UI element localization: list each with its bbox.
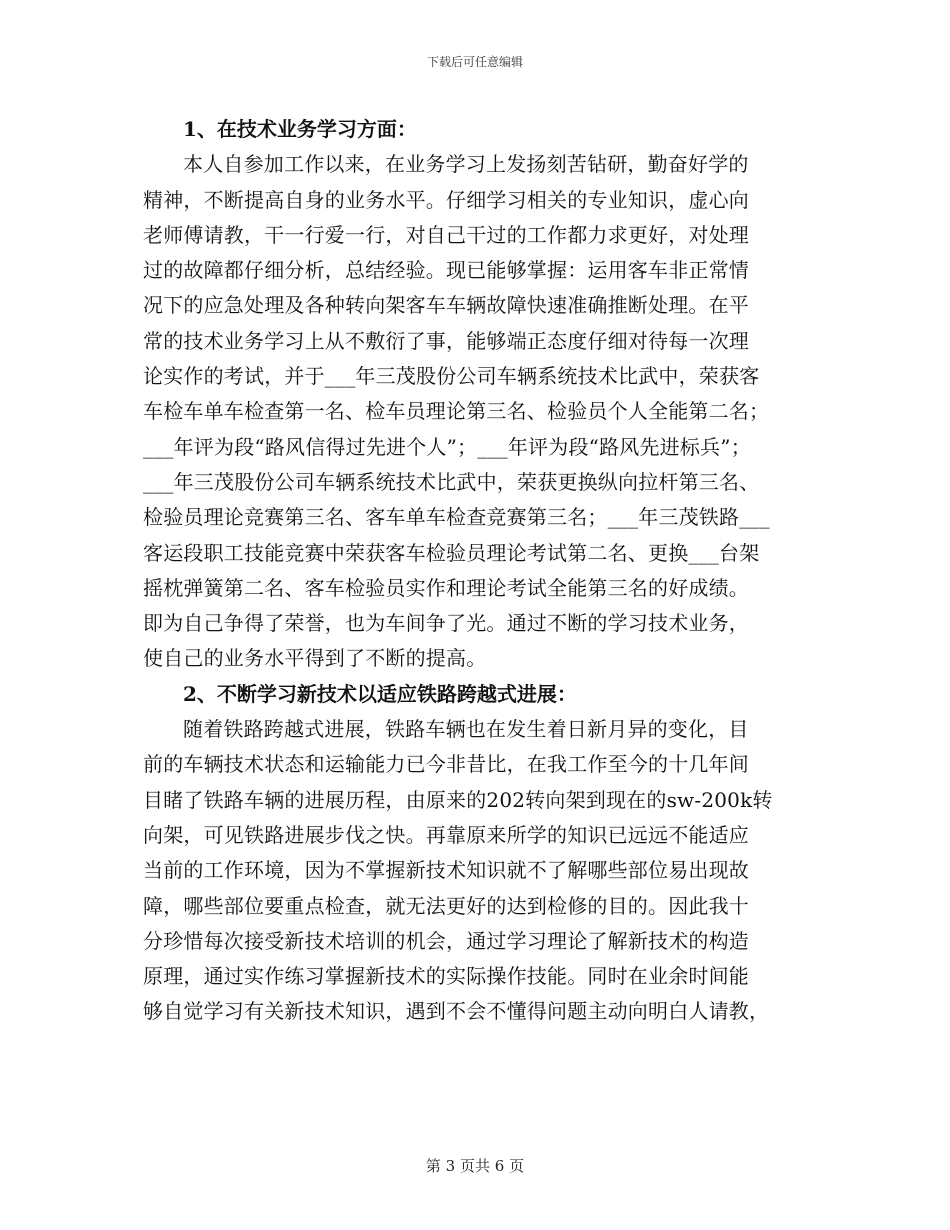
paragraph-line: ___年评为段“路风信得过先进个人”；___年评为段“路风先进标兵”； xyxy=(143,434,751,459)
paragraph-line: 够自觉学习有关新技术知识，遇到不会不懂得问题主动向明白人请教， xyxy=(143,999,770,1024)
paragraph-line: 老师傅请教，干一行爱一行，对自己干过的工作都力求更好，对处理 xyxy=(143,222,749,247)
paragraph-line: 摇枕弹簧第二名、客车检验员实作和理论考试全能第三名的好成绩。 xyxy=(143,575,749,600)
paragraph-line: 原理，通过实作练习掌握新技术的实际操作技能。同时在业余时间能 xyxy=(143,964,749,989)
paragraph-line: 即为自己争得了荣誉，也为车间争了光。通过不断的学习技术业务， xyxy=(143,611,749,636)
paragraph-line: 常的技术业务学习上从不敷衍了事，能够端正态度仔细对待每一次理 xyxy=(143,328,749,353)
header-note: 下载后可任意编辑 xyxy=(426,55,523,69)
paragraph-line: 检验员理论竞赛第三名、客车单车检查竞赛第三名；___年三茂铁路___ xyxy=(143,505,770,530)
section-heading: 2、不断学习新技术以适应铁路跨越式进展： xyxy=(183,681,577,706)
document-body xyxy=(143,112,815,1030)
paragraph-line: 随着铁路跨越式进展，铁路车辆也在发生着日新月异的变化，目 xyxy=(183,717,749,742)
paragraph-line: 车检车单车检查第一名、检车员理论第三名、检验员个人全能第二名； xyxy=(143,399,770,424)
page-number: 第 3 页共 6 页 xyxy=(425,1157,525,1175)
paragraph-line: 况下的应急处理及各种转向架客车车辆故障快速准确推断处理。在平 xyxy=(143,293,749,318)
paragraph-line: 当前的工作环境，因为不掌握新技术知识就不了解哪些部位易出现故 xyxy=(143,858,749,883)
paragraph-line: 障，哪些部位要重点检查，就无法更好的达到检修的目的。因此我十 xyxy=(143,893,749,918)
paragraph-line: 前的车辆技术状态和运输能力已今非昔比，在我工作至今的十几年间 xyxy=(143,752,749,777)
paragraph-line: 向架，可见铁路进展步伐之快。再靠原来所学的知识已远远不能适应 xyxy=(143,822,749,847)
paragraph-line: 精神，不断提高自身的业务水平。仔细学习相关的专业知识，虚心向 xyxy=(143,187,749,212)
paragraph-line: 过的故障都仔细分析，总结经验。现已能够掌握：运用客车非正常情 xyxy=(143,258,749,283)
section-heading: 1、在技术业务学习方面： xyxy=(183,117,417,141)
paragraph-line: 使自己的业务水平得到了不断的提高。 xyxy=(143,646,487,671)
paragraph-line: 本人自参加工作以来，在业务学习上发扬刻苦钻研，勤奋好学的 xyxy=(183,152,749,177)
paragraph-line: 目睹了铁路车辆的进展历程，由原来的202转向架到现在的sw-200k转 xyxy=(143,787,773,812)
paragraph-line: 客运段职工技能竞赛中荣获客车检验员理论考试第二名、更换___台架 xyxy=(143,540,760,565)
paragraph-line: 论实作的考试，并于___年三茂股份公司车辆系统技术比武中，荣获客 xyxy=(143,364,760,389)
paragraph-line: 分珍惜每次接受新技术培训的机会，通过学习理论了解新技术的构造 xyxy=(143,928,749,953)
paragraph-line: ___年三茂股份公司车辆系统技术比武中，荣获更换纵向拉杆第三名、 xyxy=(143,469,760,494)
